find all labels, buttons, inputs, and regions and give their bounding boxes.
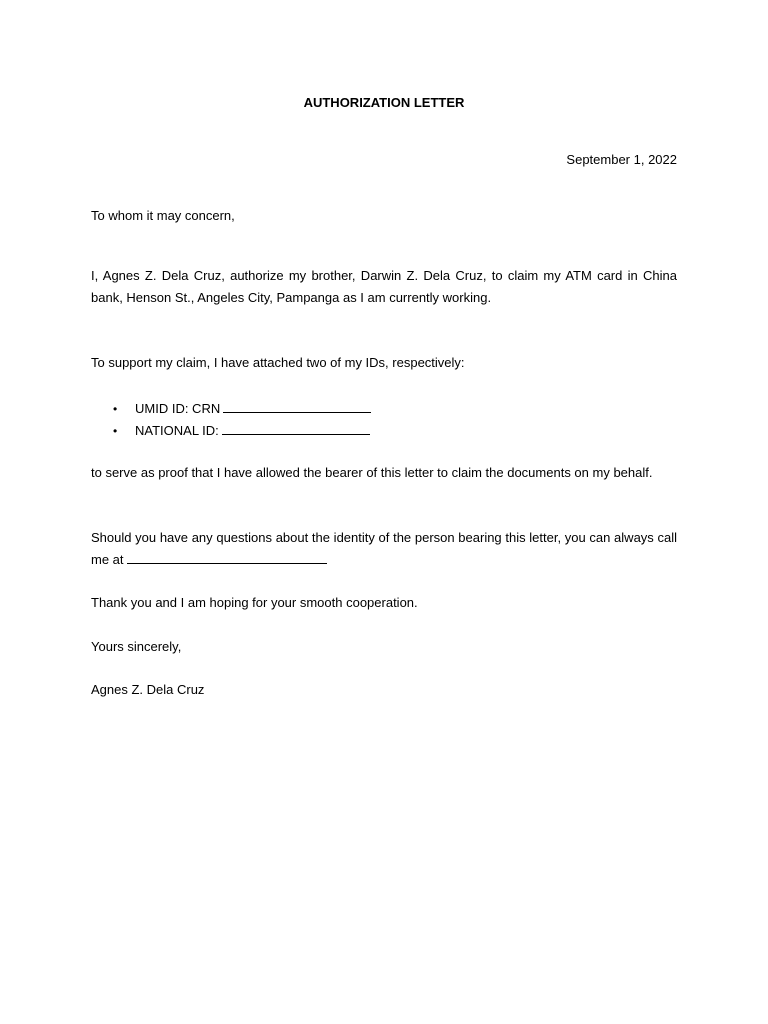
support-paragraph: To support my claim, I have attached two of my IDs, respectively: [91, 355, 465, 370]
id-list [91, 398, 677, 442]
proof-paragraph: to serve as proof that I have allowed the bearer of this letter to claim the documents on my behalf. [91, 465, 653, 480]
phone-blank-line [127, 549, 327, 564]
signatory-name: Agnes Z. Dela Cruz [91, 682, 205, 697]
list-item-umid [91, 398, 677, 420]
letter-date: September 1, 2022 [566, 152, 677, 167]
salutation: To whom it may concern, [91, 208, 235, 223]
letter-title: AUTHORIZATION LETTER [303, 95, 465, 110]
national-id-label: NATIONAL ID: [135, 423, 219, 438]
contact-paragraph [91, 527, 677, 571]
contact-text: Should you have any questions about the identity of the person bearing this letter, you can always call me at [91, 530, 677, 567]
umid-blank-line [223, 398, 371, 413]
closing: Yours sincerely, [91, 639, 182, 654]
list-item-national-id [91, 420, 677, 442]
national-id-blank-line [222, 420, 370, 435]
authorization-paragraph: I, Agnes Z. Dela Cruz, authorize my brother, Darwin Z. Dela Cruz, to claim my ATM card in China bank, Henson St., Angeles City, Pampanga as I am currently working. [91, 268, 677, 305]
bullet-icon: • [113, 402, 118, 416]
thanks-paragraph: Thank you and I am hoping for your smooth cooperation. [91, 595, 418, 610]
bullet-icon: • [113, 424, 118, 438]
umid-label: UMID ID: CRN [135, 401, 221, 416]
